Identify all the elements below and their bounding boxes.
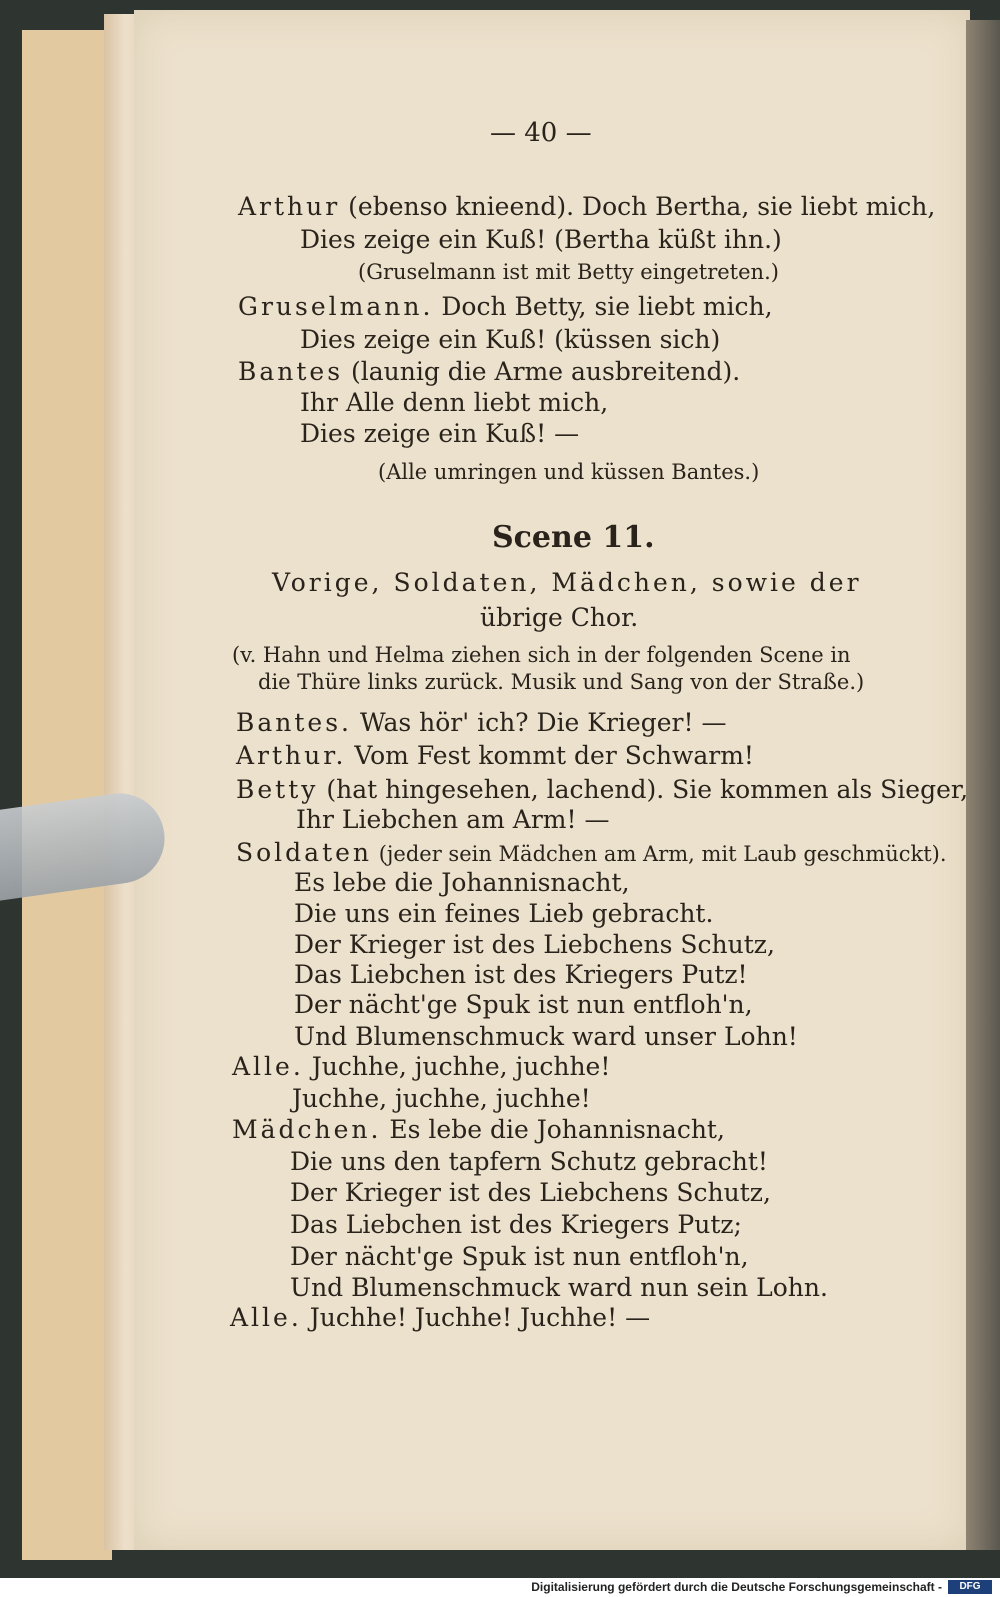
text-line: [238, 292, 773, 321]
text-line: [238, 192, 935, 221]
text-line: Juchhe, juchhe, juchhe!: [292, 1084, 591, 1113]
text-line: Und Blumenschmuck ward nun sein Lohn.: [290, 1273, 828, 1302]
line-text: (jeder sein Mädchen am Arm, mit Laub geschmückt).: [372, 842, 947, 866]
text-line: Der Krieger ist des Liebchens Schutz,: [294, 930, 775, 959]
page-number: — 40 —: [490, 118, 592, 148]
line-text: Juchhe! Juchhe! Juchhe! —: [301, 1303, 651, 1332]
text-line: [236, 775, 968, 804]
stage-direction: die Thüre links zurück. Musik und Sang von der Straße.): [258, 670, 865, 694]
line-text: Juchhe, juchhe, juchhe!: [303, 1052, 611, 1081]
text-line: Das Liebchen ist des Kriegers Putz;: [290, 1210, 742, 1239]
line-text: Vom Fest kommt der Schwarm!: [346, 741, 754, 770]
speaker: Bantes.: [236, 708, 352, 737]
stage-direction: (v. Hahn und Helma ziehen sich in der folgenden Scene in: [232, 643, 851, 667]
dfg-logo: DFG: [948, 1580, 992, 1594]
stage-direction: (Gruselmann ist mit Betty eingetreten.): [358, 260, 779, 284]
text-line: Ihr Liebchen am Arm! —: [296, 805, 610, 834]
speaker: Gruselmann.: [238, 292, 434, 321]
speaker: Alle.: [232, 1052, 304, 1081]
text-line: Der nächt'ge Spuk ist nun entfloh'n,: [294, 990, 753, 1019]
speaker: Mädchen.: [232, 1115, 382, 1144]
speaker: Alle.: [230, 1303, 302, 1332]
text-line: Dies zeige ein Kuß! (küssen sich): [300, 325, 721, 354]
line-text: (launig die Arme ausbreitend).: [343, 357, 741, 386]
text-line: Dies zeige ein Kuß! —: [300, 419, 580, 448]
line-text: Doch Betty, sie liebt mich,: [433, 292, 773, 321]
text-line: [236, 838, 947, 867]
funding-credit: Digitalisierung gefördert durch die Deutsche Forschungsgemeinschaft -: [531, 1580, 942, 1594]
text-line: [232, 1052, 610, 1081]
text-line: Der nächt'ge Spuk ist nun entfloh'n,: [290, 1242, 749, 1271]
text-line: Das Liebchen ist des Kriegers Putz!: [294, 960, 748, 989]
speaker: Betty: [236, 775, 319, 804]
text-line: [230, 1303, 650, 1332]
text-line: Ihr Alle denn liebt mich,: [300, 388, 609, 417]
scene-persons: übrige Chor.: [480, 603, 639, 632]
text-line: Der Krieger ist des Liebchens Schutz,: [290, 1178, 771, 1207]
line-text: (hat hingesehen, lachend). Sie kommen als Sieger,: [318, 775, 969, 804]
text-line: [238, 357, 740, 386]
speaker: Arthur.: [236, 741, 347, 770]
text-line: [232, 1115, 725, 1144]
stage-direction: (Alle umringen und küssen Bantes.): [378, 460, 760, 484]
scene-title: Scene 11.: [492, 520, 655, 555]
text-line: [236, 708, 726, 737]
line-text: (ebenso knieend). Doch Bertha, sie liebt mich,: [340, 192, 936, 221]
text-line: [236, 741, 754, 770]
text-line: Und Blumenschmuck ward unser Lohn!: [294, 1022, 798, 1051]
right-page-strip: [966, 20, 1000, 1550]
text-line: Die uns den tapfern Schutz gebracht!: [290, 1147, 768, 1176]
speaker: Bantes: [238, 357, 344, 386]
text-line: Es lebe die Johannisnacht,: [294, 868, 630, 897]
speaker: Soldaten: [236, 838, 373, 867]
footer-bar: [0, 1578, 1000, 1597]
line-text: Was hör' ich? Die Krieger! —: [352, 708, 727, 737]
speaker: Arthur: [238, 192, 341, 221]
text-line: Dies zeige ein Kuß! (Bertha küßt ihn.): [300, 225, 782, 254]
scene-persons: Vorige, Soldaten, Mädchen, sowie der: [272, 568, 862, 597]
text-line: Die uns ein feines Lieb gebracht.: [294, 899, 714, 928]
line-text: Es lebe die Johannisnacht,: [381, 1115, 725, 1144]
